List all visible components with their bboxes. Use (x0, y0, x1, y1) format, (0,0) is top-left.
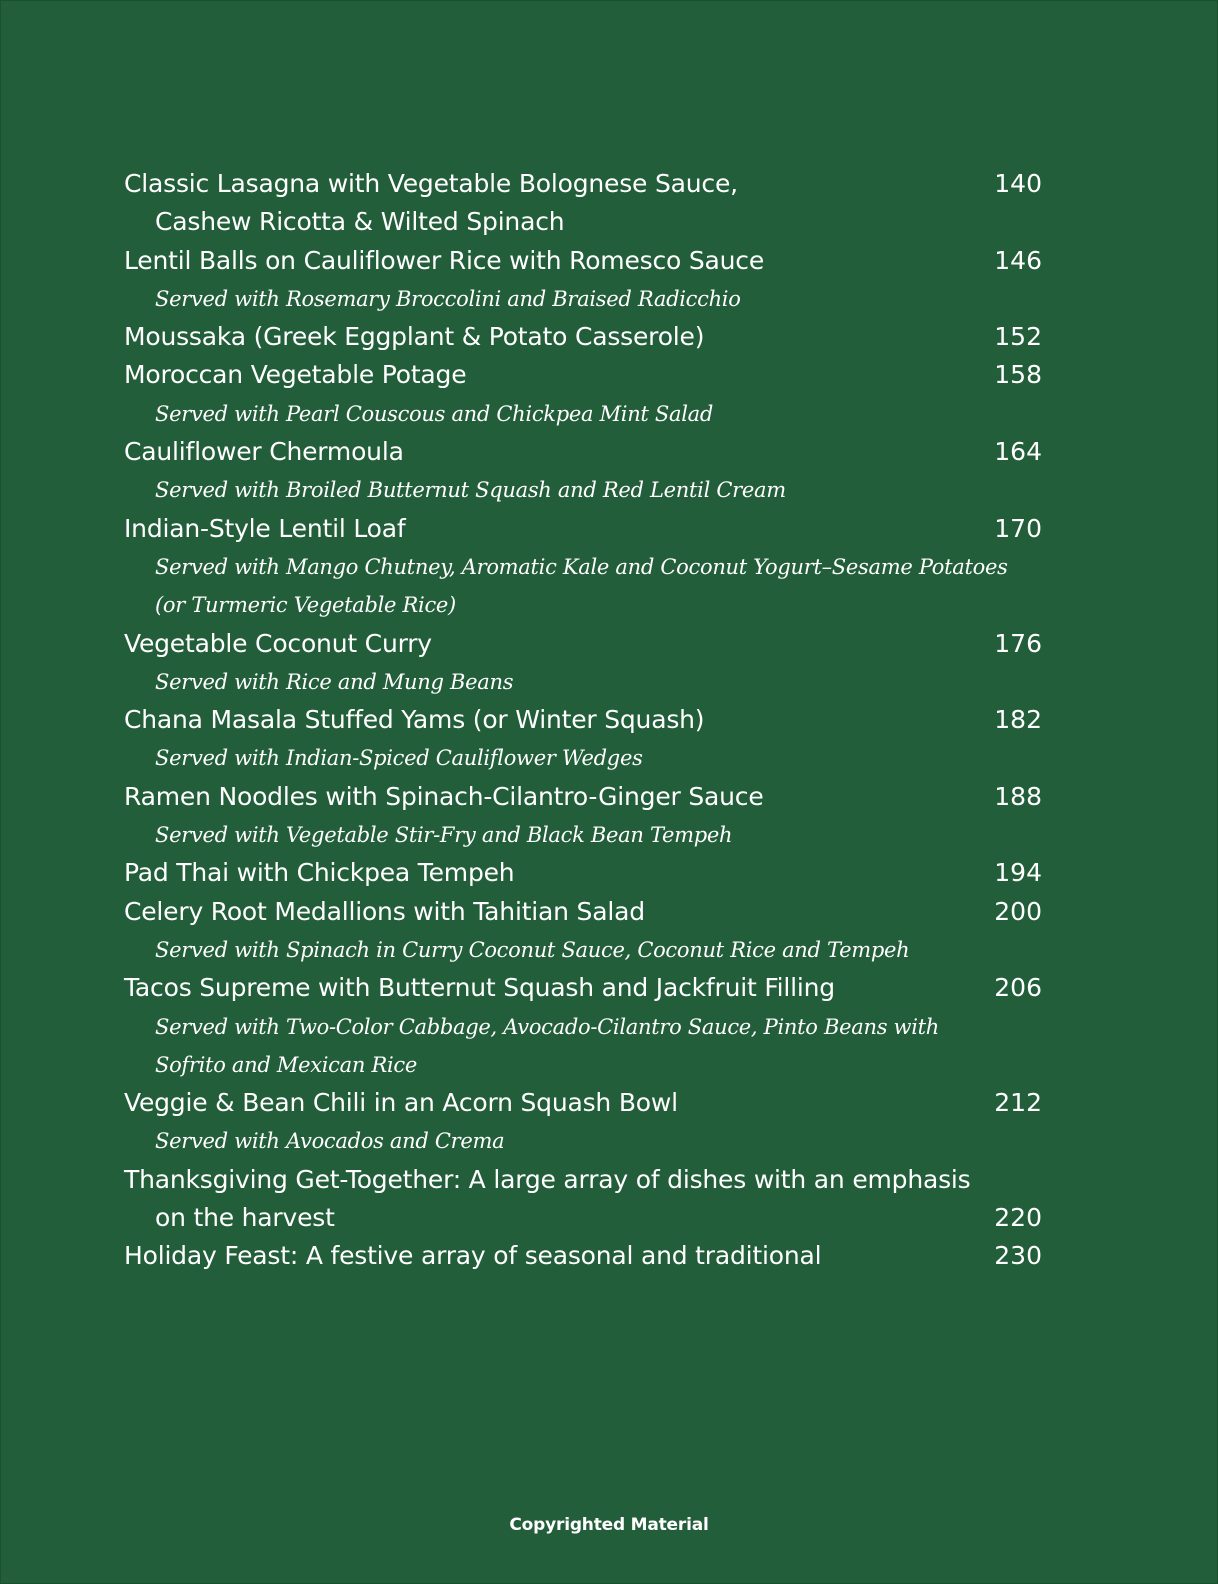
toc-entry-title-continued: Cashew Ricotta & Wilted Spinach (155, 207, 565, 237)
toc-entry-subtitle: Served with Indian-Spiced Cauliflower Wedges (155, 746, 643, 771)
toc-row (124, 1084, 1042, 1122)
toc-entry-subtitle: Served with Two-Color Cabbage, Avocado-Cilantro Sauce, Pinto Beans with (155, 1014, 940, 1039)
toc-page-number: 188 (994, 781, 1042, 811)
toc-page-number: 206 (994, 973, 1042, 1003)
toc-entry-subtitle: Served with Spinach in Curry Coconut Sauce, Coconut Rice and Tempeh (155, 937, 910, 962)
toc-entry-title: Pad Thai with Chickpea Tempeh (124, 858, 515, 888)
toc-row (124, 165, 1042, 203)
toc-row (124, 203, 1042, 241)
toc-entry-title: Ramen Noodles with Spinach-Cilantro-Ginger Sauce (124, 781, 764, 811)
toc-page-number: 176 (994, 628, 1042, 658)
toc-page-number: 212 (994, 1088, 1042, 1118)
toc-row (124, 471, 1042, 509)
toc-page-number: 200 (994, 896, 1042, 926)
toc-page-number: 158 (994, 360, 1042, 390)
toc-entry-subtitle: Served with Mango Chutney, Aromatic Kale and Coconut Yogurt–Sesame Potatoes (155, 554, 1008, 579)
toc-entry-subtitle: Served with Broiled Butternut Squash and Red Lentil Cream (155, 478, 786, 503)
toc-entry-title: Classic Lasagna with Vegetable Bolognese Sauce, (124, 169, 738, 198)
toc-row (124, 739, 1042, 777)
toc-page-number: 146 (994, 245, 1042, 275)
toc-page-number: 152 (994, 322, 1042, 352)
toc-row (124, 586, 1042, 624)
toc-row (124, 280, 1042, 318)
toc-page-number: 194 (994, 858, 1042, 888)
toc-row (124, 854, 1042, 892)
toc-row (124, 625, 1042, 663)
toc-entry-title-continued: on the harvest (155, 1203, 335, 1233)
toc-page-number: 164 (994, 437, 1042, 467)
toc-entry-subtitle: Served with Rosemary Broccolini and Braised Radicchio (155, 286, 741, 311)
copyright-notice: Copyrighted Material (509, 1515, 709, 1535)
toc-entry-title: Veggie & Bean Chili in an Acorn Squash Bowl (124, 1088, 678, 1118)
toc-row (124, 510, 1042, 548)
toc-row (124, 548, 1042, 586)
toc-page-number: 220 (994, 1203, 1042, 1233)
toc-entry-title: Indian-Style Lentil Loaf (124, 513, 406, 543)
toc-row (124, 395, 1042, 433)
toc-entry-title: Cauliflower Chermoula (124, 437, 404, 467)
table-of-contents (124, 165, 1042, 1276)
toc-row (124, 969, 1042, 1007)
toc-entry-title: Chana Masala Stuffed Yams (or Winter Squash) (124, 705, 705, 735)
toc-entry-title: Lentil Balls on Cauliflower Rice with Romesco Sauce (124, 245, 765, 275)
toc-row (124, 816, 1042, 854)
toc-entry-title: Moroccan Vegetable Potage (124, 360, 467, 390)
toc-row (124, 242, 1042, 280)
toc-entry-title: Tacos Supreme with Butternut Squash and Jackfruit Filling (124, 973, 835, 1003)
toc-row (124, 356, 1042, 394)
toc-row (124, 433, 1042, 471)
toc-page-number: 230 (994, 1241, 1042, 1271)
toc-row (124, 778, 1042, 816)
toc-entry-title: Vegetable Coconut Curry (124, 628, 432, 658)
toc-entry-subtitle: Served with Vegetable Stir-Fry and Black Bean Tempeh (155, 823, 733, 848)
toc-page-number: 170 (994, 513, 1042, 543)
toc-page-number: 182 (994, 705, 1042, 735)
toc-row (124, 1199, 1042, 1237)
toc-row (124, 1161, 1042, 1199)
toc-entry-subtitle: Sofrito and Mexican Rice (155, 1052, 417, 1077)
toc-entry-title: Thanksgiving Get-Together: A large array of dishes with an emphasis (124, 1164, 971, 1194)
toc-entry-subtitle: Served with Pearl Couscous and Chickpea Mint Salad (155, 401, 714, 426)
toc-row (124, 1122, 1042, 1160)
toc-row (124, 318, 1042, 356)
toc-entry-subtitle: (or Turmeric Vegetable Rice) (155, 593, 456, 618)
toc-row (124, 931, 1042, 969)
toc-entry-title: Moussaka (Greek Eggplant & Potato Casserole) (124, 322, 705, 352)
toc-row (124, 1237, 1042, 1275)
toc-page-number: 140 (994, 169, 1042, 198)
toc-row (124, 1008, 1042, 1046)
toc-row (124, 1046, 1042, 1084)
toc-entry-subtitle: Served with Avocados and Crema (155, 1129, 505, 1154)
toc-entry-subtitle: Served with Rice and Mung Beans (155, 669, 514, 694)
toc-entry-title: Holiday Feast: A festive array of seasonal and traditional (124, 1241, 822, 1271)
toc-row (124, 663, 1042, 701)
toc-row (124, 701, 1042, 739)
toc-row (124, 893, 1042, 931)
toc-entry-title: Celery Root Medallions with Tahitian Salad (124, 896, 645, 926)
